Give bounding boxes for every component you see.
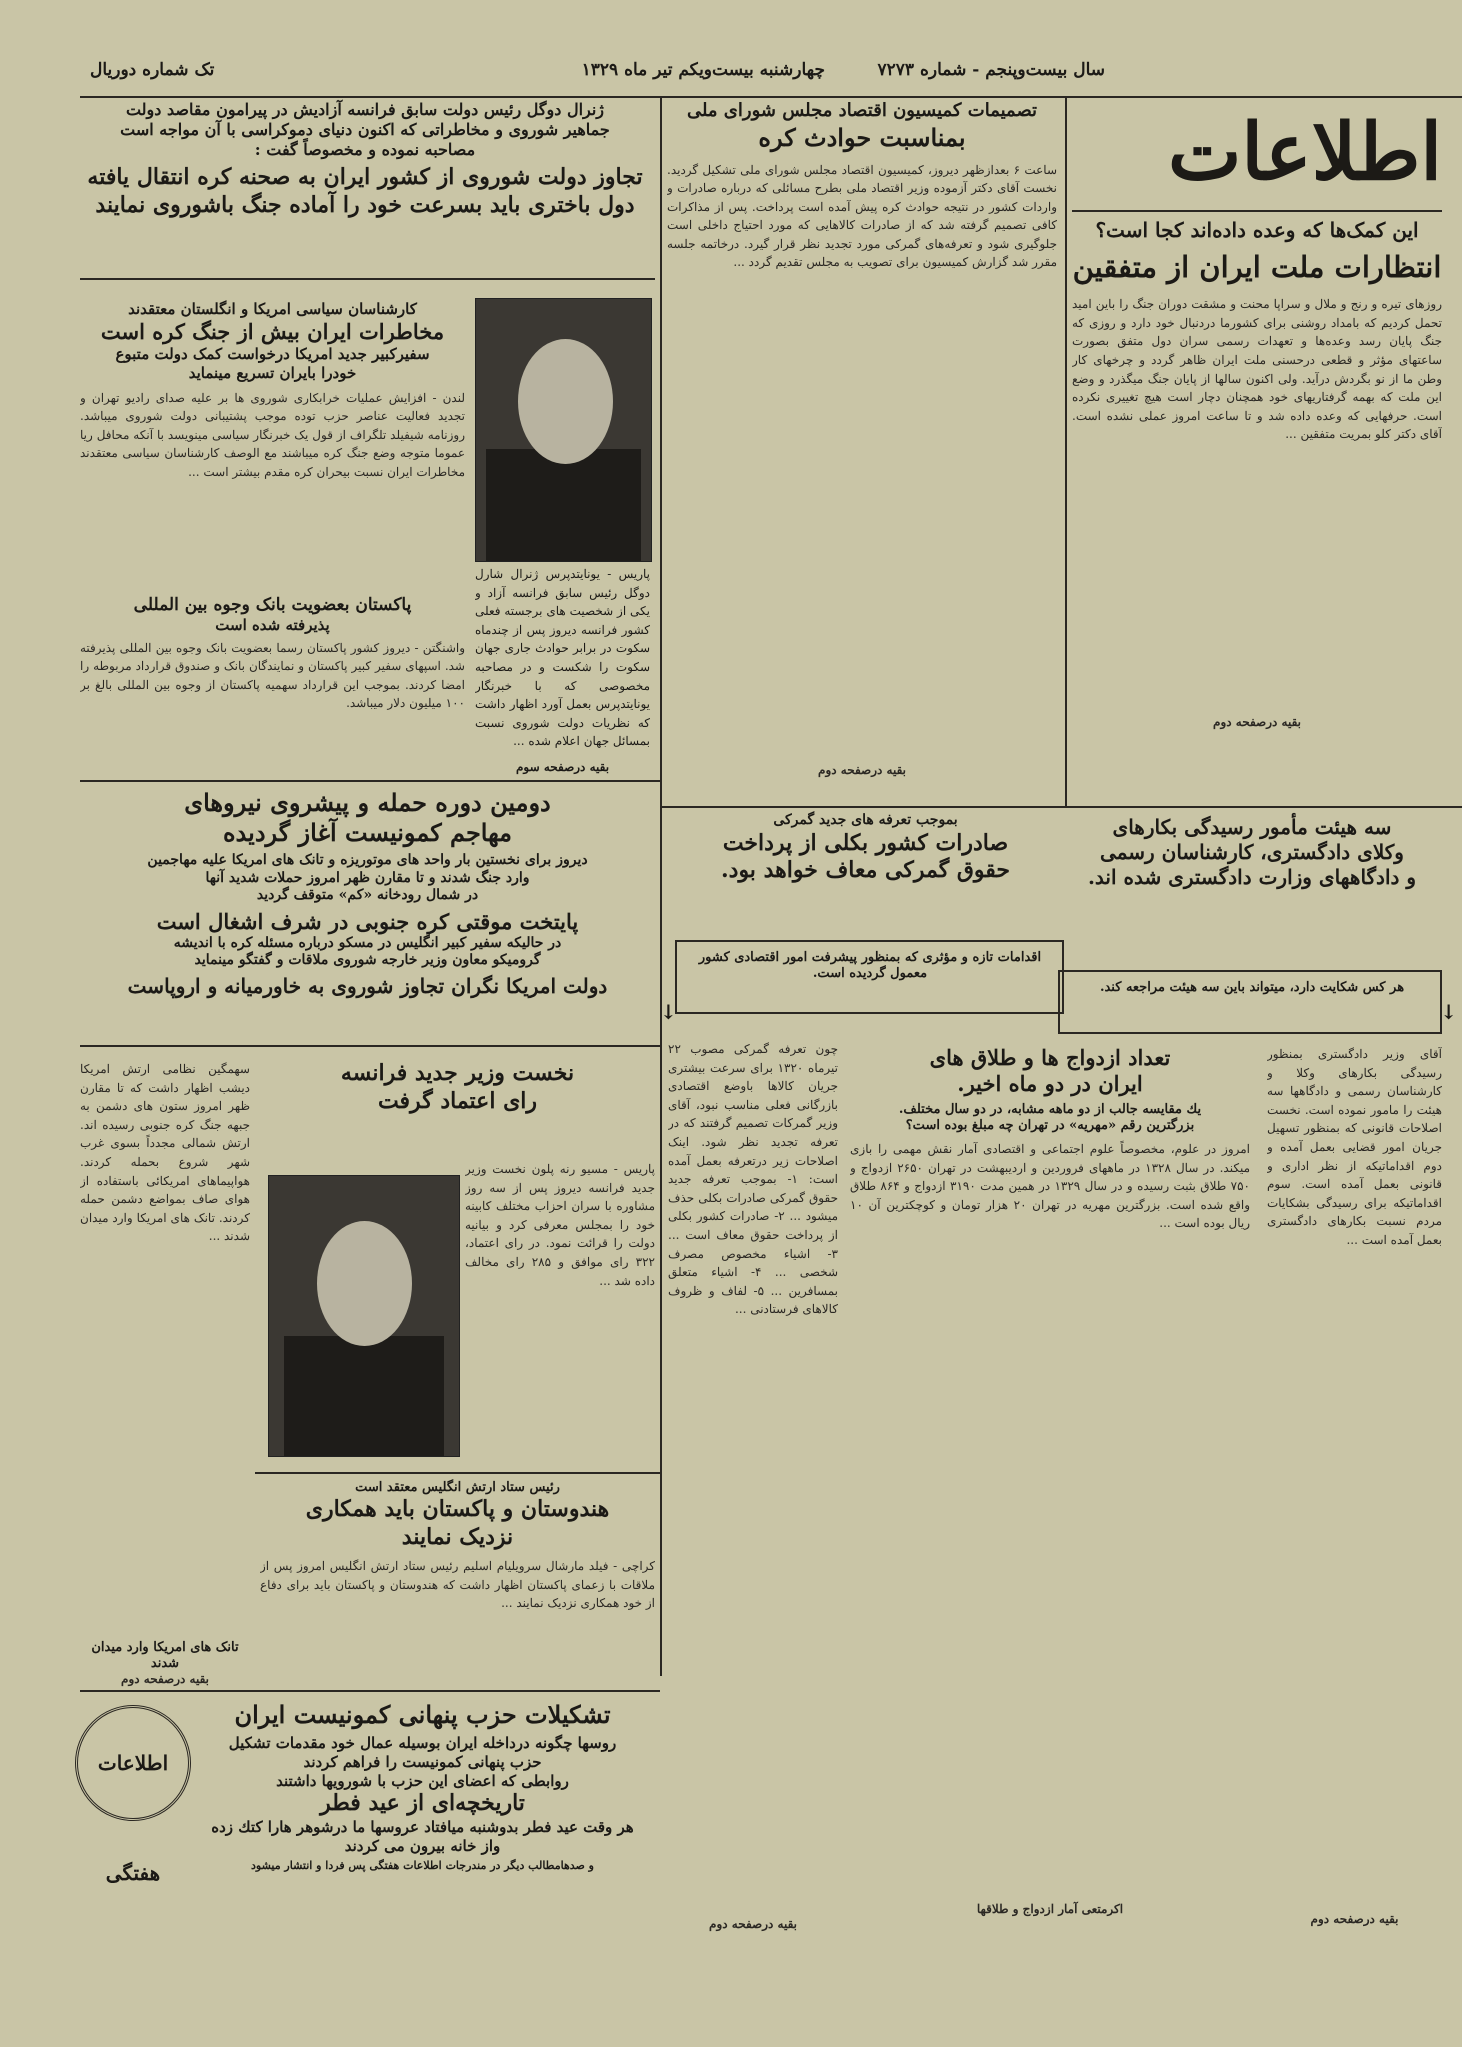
customs-headline-1: صادرات کشور بکلی از پرداخت (722, 829, 1009, 856)
korea-deck-5: گرومیکو معاون وزیر خارجه شوروی ملاقات و گفتگو مینماید (194, 952, 541, 969)
degaulle-article (80, 100, 650, 219)
degaulle-photo (475, 298, 652, 562)
communist-article (190, 1700, 655, 1873)
france-article (260, 1060, 655, 1115)
customs-headline-2: حقوق گمرکی معاف خواهد بود. (720, 857, 1011, 883)
korea-deck-3: در شمال رودخانه «کم» متوقف گردید (256, 887, 479, 903)
commission-headline: تصمیمات کمیسیون اقتصاد مجلس شورای ملی (686, 100, 1038, 121)
justice-headline-1: سه هیئت مأمور رسیدگی بکارهای (1112, 815, 1392, 839)
commission-body: ساعت ۶ بعدازظهر دیروز، کمیسیون اقتصاد مجلس شورای ملی تشکیل گردید. نخست آقای دکتر آزموده وزیر اقتصاد ملی بطرح مسائلی که درباره صادرات و واردات کشور در نتیجه حوادث کره پیش آمده است پرداخت. پس از مذاکرات کافی تصمیم گرفته شد که از صادرات کالاهایی که مورد احتیاج داخلی است جلوگیری شود و تعرفه‌های گمرکی مورد تجدید نظر قرار گیرد. درخاتمه جلسه مقرر شد گزارش کمیسیون برای تصویب به مجلس تقدیم گردد ... (667, 162, 1057, 270)
india-article (260, 1480, 655, 1632)
justice-note: هر کس شکایت دارد، میتواند باین سه هیئت مراجعه کند. (1099, 980, 1405, 995)
india-body: کراچی - فیلد مارشال سرویلیام اسلیم رئیس ستاد ارتش انگلیس امروز پس از ملاقات با زعمای پاکستان اظهار داشت که هندوستان و پاکستان باید برای دفاع از خود همکاری نزدیک نمایند ... (260, 1559, 655, 1611)
experts-article (80, 300, 465, 729)
korea-headline-1: دومین دوره حمله و پیشروی نیروهای (184, 788, 551, 817)
justice-article (1062, 815, 1442, 890)
degaulle-headline-1: تجاوز دولت شوروی از کشور ایران به صحنه کره انتقال یافته (87, 164, 643, 190)
pleven-photo (268, 1175, 460, 1457)
korea-headline-4: دولت امریکا نگران تجاوز شوروی به خاورمیانه و اروپاست (127, 973, 608, 998)
france-headline-2: رای اعتماد گرفت (377, 1087, 538, 1114)
degaulle-caption: پاریس - یونایتدپرس ژنرال شارل دوگل رئیس سابق فرانسه آزاد و یکی از شخصیت های برجسته فعلی کشور فرانسه دیروز پس از چندماه سکوت در برابر حوادث جاری جهان سکوت را شکست و در مصاحبه مخصوصی که با خبرنگار یونایتدپرس بعمل آورد اظهار داشت که نظریات دولت شوروی نسبت بمسائل جهان اعلام شده ... (475, 567, 650, 749)
commission-subhead: بمناسبت حوادث کره (758, 122, 966, 152)
experts-deck-2: خودرا بایران تسریع مینماید (188, 363, 357, 382)
communist-deck-5: هر وقت عید فطر بدوشنبه میافتاد عروسها ما درشوهر هارا کتك زده (211, 1817, 634, 1836)
communist-deck-1: روسها چگونه درداخله ایران بوسیله عمال خود مقدمات تشکیل (228, 1734, 617, 1752)
marriage-body: امروز در علوم، مخصوصاً علوم اجتماعی و اقتصادی آمار نقش مهمی را بازی میکند. در سال ۱۳۲۸ در ماههای فروردین و اردیبهشت در تهران ۲۶۵۰ ازدواج و ۷۵۰ طلاق بثبت رسیده و در سال ۱۳۲۹ در همین مدت ۳۱۹۰ ازدواج و ۸۶۴ طلاق واقع شده است. بزرگترین مهریه در تهران ۲۰ هزار تومان و کوچکترین آن ۱۰ ریال بوده است ... (850, 1142, 1250, 1231)
justice-body: آقای وزیر دادگستری بمنظور رسیدگی بکارهای وکلا و کارشناسان رسمی و دادگاهها سه هیئت را مامور نموده است. نخست اصلاحات قانونی که بمنظور تسهیل جریان امور قضایی بعمل آمده و دوم اقداماتیکه از نظر اداری و قانونی بعمل آمده است. سوم اقداماتیکه برای رسیدگی بشکایات مردم نسبت بکارهای دادگستری بعمل آمده است ... (1267, 1047, 1442, 1247)
customs-body: چون تعرفه گمرکی مصوب ۲۲ تیرماه ۱۳۲۰ برای سرعت بیشتری جریان کالاها باوضع اقتصادی بازرگانی فعلی مناسب نبود، آقای وزیر گمرکات تصمیم گرفتند که در تعرفه تجدید نظر شود. اینک اصلاحات زیر درتعرفه بعمل آمده است: ۱- بموجب تعرفه جدید حقوق گمرکی صادرات بکلی حذف میشود ... ۲- صادرات کشور بکلی از پرداخت حقوق معاف است ... ۳- اشیاء مخصوص مصرف شخصی ... ۴- اشیاء متعلق بمسافرین ... ۵- لفاف و ظروف کالاهای فرستادنی ... (668, 1042, 838, 1317)
experts-headline: مخاطرات ایران بیش از جنگ کره است (100, 318, 445, 344)
weekly-seal: اطلاعات هفتگی (75, 1705, 191, 1821)
customs-deck: اقدامات تازه و مؤثری که بمنظور پیشرفت امور اقتصادی کشور معمول گردیده است. (698, 950, 1042, 982)
allies-article (1072, 210, 1442, 732)
degaulle-kicker-3: مصاحبه نموده و مخصوصاً گفت : (254, 140, 476, 159)
korea-headline-3: پایتخت موقتی کره جنوبی در شرف اشغال است (156, 908, 579, 934)
arrow-down-right-icon: ↓ (1440, 1000, 1457, 1024)
experts-deck-1: سفیرکبیر جدید امریکا درخواست کمک دولت متبوع (115, 345, 430, 363)
marriage-headline-1: تعداد ازدواج ها و طلاق های (929, 1045, 1171, 1070)
issue-date: چهارشنبه بیست‌و‌یکم تیر ماه ۱۳۲۹ (581, 60, 825, 80)
communist-footer: و صدهامطالب دیگر در مندرجات اطلاعات هفتگی پس فردا و انتشار میشود (250, 1859, 594, 1873)
marriage-deck-1: یك مقایسه جالب از دو ماهه مشابه، در دو سال مختلف. (898, 1101, 1202, 1117)
degaulle-kicker-1: ژنرال دوگل رئیس دولت سابق فرانسه آزادیش در پیرامون مقاصد دولت (125, 100, 605, 119)
year-issue: سال بیست‌و‌پنجم - شماره ۷۲۷۳ (877, 60, 1105, 80)
pakistan-body: واشنگتن - دیروز کشور پاکستان رسما بعضویت بانک وجوه بین المللی پذیرفته شد. اسپهای سفیر کبیر پاکستان و نمایندگان بانک و صندوق قرارداد مربوطه را امضا کردند. بموجب این قرارداد سهمیه پاکستان از وجوه بین المللی بالغ بر ۱۰۰ میلیون دلار میباشد. (80, 640, 465, 711)
justice-headline-2: وکلای دادگستری، کارشناسان رسمی (1100, 840, 1404, 864)
korea-deck-2: وارد جنگ شدند و تا مقارن ظهر امروز حملات شدید آنها (205, 869, 530, 886)
justice-continued: بقیه درصفحه دوم (1310, 1912, 1399, 1926)
india-kicker: رئیس ستاد ارتش انگلیس معتقد است (355, 1480, 560, 1495)
customs-article (668, 812, 1063, 885)
korea-deck-1: دیروز برای نخستین بار واحد های موتوریزه و تانک های امریکا علیه مهاجمین (147, 852, 588, 868)
customs-continued: بقیه درصفحه دوم (709, 1917, 797, 1931)
top-bar (80, 54, 1462, 94)
france-left-subhead: تانک های امریکا وارد میدان شدند (91, 1640, 239, 1672)
communist-deck-3: روابطی که اعضای این حزب با شورویها داشتند (276, 1771, 569, 1790)
pakistan-subhead: پذیرفته شده است (215, 615, 330, 634)
masthead-logo: اطلاعات (1167, 107, 1442, 198)
marriage-deck-2: بزرگترین رقم «مهریه» در تهران چه مبلغ بوده است؟ (905, 1117, 1195, 1133)
degaulle-continued: بقیه درصفحه سوم (515, 760, 610, 774)
communist-deck-6: واز خانه بیرون می کردند (344, 1836, 501, 1855)
allies-kicker: این کمک‌ها که وعده داده‌اند کجا است؟ (1072, 210, 1442, 243)
communist-deck-4: تاریخچه‌ای از عید فطر (320, 1790, 525, 1817)
commission-continued: بقیه درصفحه دوم (818, 762, 906, 777)
arrow-down-icon: ↓ (660, 1000, 677, 1024)
india-headline-2: نزدیک نمایند (401, 1523, 514, 1550)
france-left-body: سهمگین نظامی ارتش امریکا دیشب اظهار داشت که تا مقارن ظهر امروز ستون های دشمن به جبهه جنگ کره جنوبی رسیده اند. ارتش شمالی مجدداً بسوی غرب شهر شروع بحمله کردند. هواپیماهای امریکائی باستفاده از هوای صاف بمواضع دشمن حمله کردند. تانک های امریکا وارد میدان شدند ... (80, 1062, 250, 1244)
korea-headline-2: مهاجم کمونیست آغاز گردیده (222, 818, 513, 847)
degaulle-kicker-2: جماهیر شوروی و مخاطراتی که اکنون دنیای دموکراسی با آن مواجه است (120, 120, 610, 139)
allies-continued: بقیه درصفحه دوم (1213, 715, 1301, 730)
customs-kicker: بموجب تعرفه های جدید گمرکی (773, 812, 958, 828)
marriage-article (850, 1045, 1250, 1919)
france-continued: بقیه درصفحه دوم (121, 1672, 209, 1686)
france-body: پاریس - مسیو رنه پلون نخست وزیر جدید فرانسه دیروز پس از سه روز مشاوره با سران احزاب مختلف کابینه خود را بمجلس معرفی کرد و بیانیه دولت را قرائت نمود. در رای اعتماد، ۳۲۲ رای موافق و ۲۸۵ رای مخالف داده شد ... (465, 1162, 655, 1288)
commission-article (667, 100, 1057, 779)
justice-headline-3: و دادگاههای وزارت دادگستری شده اند. (1087, 865, 1417, 889)
india-headline-1: هندوستان و پاکستان باید همکاری (305, 1496, 610, 1523)
degaulle-headline-2: دول باختری باید بسرعت خود را آماده جنگ باشوروی نمایند (95, 191, 635, 218)
korea-article (80, 788, 655, 999)
korea-deck-4: در حالیکه سفیر کبیر انگلیس در مسکو درباره مسئله کره با اندیشه (173, 934, 562, 951)
allies-body: روزهای تیره و رنج و ملال و سراپا محنت و مشقت دوران جنگ را باین امید تحمل کردیم که بامداد روشنی برای کشورما دردنبال خود دارد و روزی که جنگ پایان رسد وعده‌ها و تعهدات رسمی سران دول متفق بصورت ساعتهای مؤثر و قطعی درحسنی ملت ایران ظاهر گردد و چرخهای کار وطن ما از نو بگردش درآید. ولی اکنون سالها از پایان جنگ میگذرد و وضع این ملت که بهمه گرفتاریهای خود همچنان دچار است هیچ تغییری نکرده است. حرفهایی که وعده داده شد و تا ساعت امروز عملی نشده است. آقای دکتر کلو بمریت متفقین ... (1072, 297, 1442, 442)
marriage-footer: اکرمتعی آمار ازدواج و طلاقها (976, 1902, 1124, 1916)
experts-body: لندن - افزایش عملیات خرابکاری شوروی ها بر علیه صدای رادیو تهران و تجدید فعالیت عناصر حزب توده موجب پشتیبانی دولت شوروی میباشد. روزنامه شیفیلد تلگراف از قول یک خبرنگار سیاسی مینویسد با آنکه محافل ریا عموما متوجه وضع جنگ کره میباشند مع الوصف کارشناسان سیاسی معتقدند مخاطرات ایران نسبت بیحران کره مقدم بیشتر است ... (80, 390, 465, 479)
communist-headline: تشکیلات حزب پنهانی کمونیست ایران (234, 1700, 611, 1729)
pakistan-headline: پاکستان بعضویت بانک وجوه بین المللی (133, 594, 412, 615)
allies-headline: انتظارات ملت ایران از متفقین (1072, 250, 1442, 284)
experts-kicker: کارشناسان سیاسی امریکا و انگلستان معتقدند (128, 300, 417, 318)
france-headline-1: نخست وزیر جدید فرانسه (340, 1060, 575, 1086)
issue-price: تک شماره دوریال (90, 60, 215, 80)
marriage-headline-2: ایران در دو ماه اخیر. (957, 1071, 1143, 1097)
communist-deck-2: حزب پنهانی کمونیست را فراهم کردند (303, 1752, 542, 1771)
